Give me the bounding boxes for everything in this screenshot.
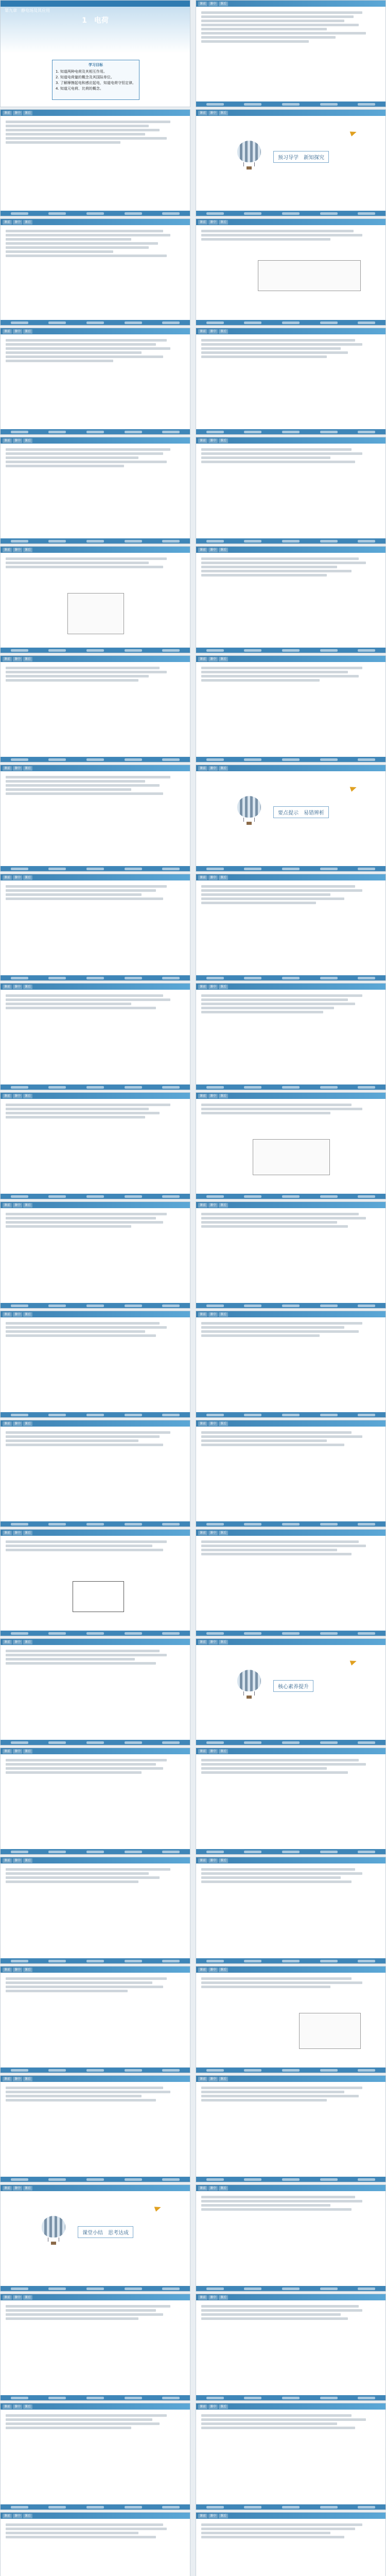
slide[interactable]: 课前 课中 课后: [0, 2294, 190, 2401]
balloon-icon: [237, 1670, 261, 1699]
section-slide[interactable]: 课前 课中 课后 预习导学 新知探究: [196, 109, 386, 216]
slide[interactable]: 课前 课中 课后: [0, 109, 190, 216]
slide[interactable]: 课前 课中 课后: [196, 1857, 386, 1964]
slide[interactable]: 课前 课中 课后: [196, 1420, 386, 1527]
slide[interactable]: 课前 课中 课后: [0, 218, 190, 326]
slide[interactable]: 课前 课中 课后: [196, 437, 386, 544]
balloon-icon: [237, 141, 261, 170]
section-title: 要点提示 易错辨析: [273, 806, 329, 818]
circuit-diagram: [73, 1581, 124, 1612]
objective-title: 学习目标: [89, 63, 103, 67]
plane-icon: [154, 2205, 162, 2212]
slide-body: [201, 10, 380, 44]
slide[interactable]: 课前 课中 课后: [196, 1748, 386, 1855]
slide[interactable]: 课前 课中 课后: [196, 1201, 386, 1309]
slide[interactable]: [196, 0, 386, 107]
plane-icon: [350, 785, 358, 792]
slide[interactable]: 课前 课中 课后: [0, 655, 190, 762]
figure: [253, 1139, 330, 1175]
slide[interactable]: 课前 课中 课后: [0, 1092, 190, 1199]
slide[interactable]: 课前 课中 课后: [0, 328, 190, 435]
slide[interactable]: 课前 课中 课后: [196, 218, 386, 326]
slide[interactable]: 课前 课中 课后: [0, 1748, 190, 1855]
slide[interactable]: 课前 课中 课后: [196, 546, 386, 653]
slide[interactable]: 课前 课中 课后: [196, 983, 386, 1090]
slide[interactable]: 课前 课中 课后: [196, 1529, 386, 1636]
slide[interactable]: 课前 课中 课后: [196, 655, 386, 762]
section-slide[interactable]: 课前 课中 课后 核心素养提升: [196, 1638, 386, 1745]
slide[interactable]: 课前 课中 课后: [0, 1529, 190, 1636]
slide[interactable]: 课前 课中 课后: [0, 1857, 190, 1964]
slide[interactable]: 课前 课中 课后: [0, 765, 190, 872]
section-slide[interactable]: 课前 课中 课后 要点提示 易错辨析: [196, 765, 386, 872]
slide[interactable]: 课前 课中 课后: [196, 2075, 386, 2182]
plane-icon: [350, 129, 358, 137]
section-slide[interactable]: 课前 课中 课后 课堂小结 思考达成: [0, 2184, 190, 2292]
section-title: 预习导学 新知探究: [273, 151, 329, 163]
slide[interactable]: 课前 课中 课后: [0, 1311, 190, 1418]
balloon-icon: [237, 796, 261, 825]
balloon-icon: [42, 2216, 65, 2245]
figure: [258, 260, 361, 291]
slide[interactable]: 课前 课中 课后: [196, 2512, 386, 2576]
slide[interactable]: 课前 课中 课后: [196, 1966, 386, 2073]
slide[interactable]: 课前 课中 课后: [0, 437, 190, 544]
slide[interactable]: 课前 课中 课后: [0, 1638, 190, 1745]
slide[interactable]: 课前 课中 课后: [0, 1201, 190, 1309]
slide[interactable]: 课前 课中 课后: [196, 2184, 386, 2292]
cover-slide[interactable]: [0, 0, 190, 107]
slide[interactable]: 课前 课中 课后: [0, 2403, 190, 2510]
slide[interactable]: 课前 课中 课后: [196, 874, 386, 981]
slide-row: [0, 0, 386, 107]
slide[interactable]: 课前 课中 课后: [196, 1092, 386, 1199]
figure: [299, 2013, 361, 2049]
slide[interactable]: 课前 课中 课后: [0, 1420, 190, 1527]
slide[interactable]: 课前 课中 课后: [196, 2403, 386, 2510]
figure: [67, 593, 124, 634]
objective-box: 学习目标 1. 知道两种电荷及其相互作用。 2. 知道电荷量的概念及其国际单位。 3. 了解摩擦起电和感应起电，知道电荷守恒定律。 4. 知道元电荷、比荷的概念。: [52, 60, 139, 100]
chapter-title: 第九章 静电场及其应用: [5, 8, 50, 13]
slide-topbar: 课前 课中 课后: [196, 1, 385, 7]
cover-title: 1 电荷: [82, 16, 109, 25]
slide[interactable]: 课前 课中 课后: [0, 2075, 190, 2182]
section-title: 课堂小结 思考达成: [78, 2226, 133, 2238]
slide[interactable]: 课前 课中 课后: [0, 983, 190, 1090]
slide[interactable]: 课前 课中 课后: [0, 874, 190, 981]
slide[interactable]: 课前 课中 课后: [0, 546, 190, 653]
slide[interactable]: 课前 课中 课后: [196, 2294, 386, 2401]
section-title: 核心素养提升: [273, 1680, 313, 1692]
plane-icon: [350, 1658, 358, 1666]
slide[interactable]: 课前 课中 课后: [0, 1966, 190, 2073]
slide[interactable]: 课前 课中 课后: [0, 2512, 190, 2576]
slide[interactable]: 课前 课中 课后: [196, 1311, 386, 1418]
slide[interactable]: 课前 课中 课后: [196, 328, 386, 435]
